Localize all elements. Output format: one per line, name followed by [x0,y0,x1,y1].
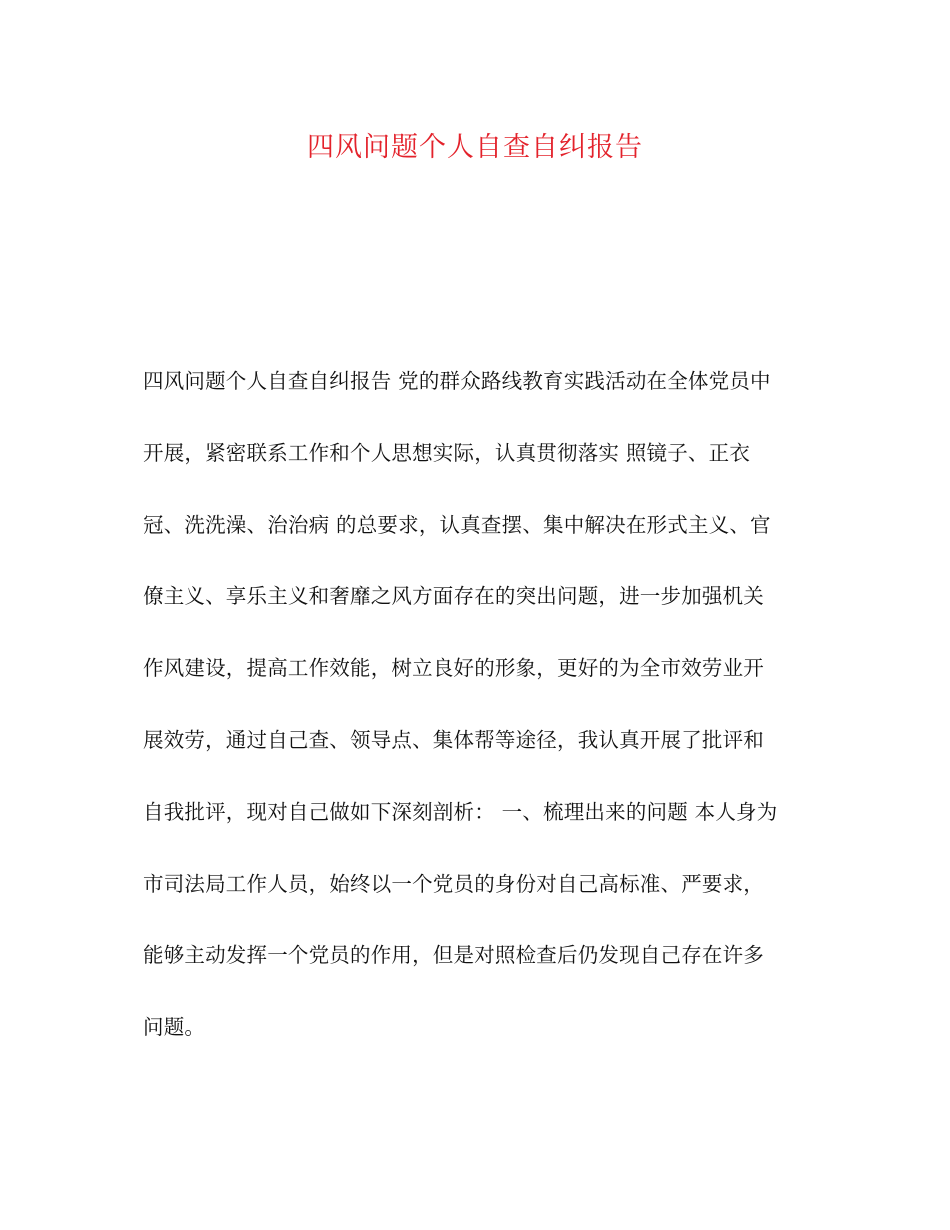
document-title: 四风问题个人自查自纠报告 [307,132,643,163]
body-line: 展效劳，通过自己查、领导点、集体帮等途径，我认真开展了批评和 [143,727,764,752]
body-line: 冠、洗洗澡、治治病 的总要求，认真查摆、集中解决在形式主义、官 [143,512,771,537]
body-line: 问题。 [143,1015,206,1040]
body-line: 四风问题个人自查自纠报告 党的群众路线教育实践活动在全体党员中 [143,369,771,393]
body-line: 能够主动发挥一个党员的作用，但是对照检查后仍发现自己存在许多 [143,943,764,968]
body-line: 自我批评，现对自己做如下深刻剖析： 一、梳理出来的问题 本人身为 [143,799,778,824]
body-line: 市司法局工作人员，始终以一个党员的身份对自己高标准、严要求， [143,871,764,896]
body-line: 作风建设，提高工作效能，树立良好的形象，更好的为全市效劳业开 [143,656,764,681]
document-body [143,361,823,1079]
body-line: 开展，紧密联系工作和个人思想实际，认真贯彻落实 照镜子、正衣 [143,440,751,465]
body-line: 僚主义、享乐主义和奢靡之风方面存在的突出问题，进一步加强机关 [143,584,764,609]
